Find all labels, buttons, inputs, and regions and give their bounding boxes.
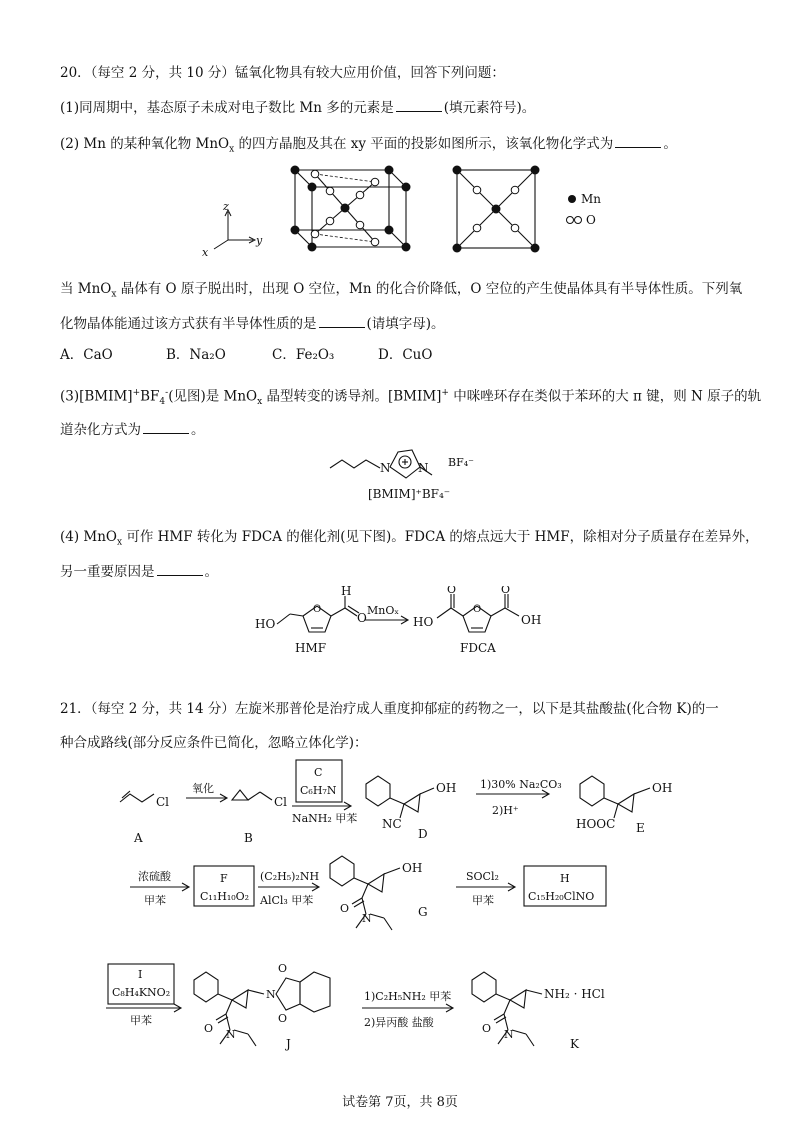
k-n: N xyxy=(504,1028,514,1041)
reagent-h-plus: 2)H⁺ xyxy=(492,804,519,817)
label-k: K xyxy=(570,1037,579,1051)
reagent-h-label: H xyxy=(560,872,570,885)
bmim-structure xyxy=(320,440,490,505)
q20-part1: (1)同周期中，基态原子未成对电子数比 Mn 多的元素是 (填元素符号)。 xyxy=(60,100,536,116)
answer-blank[interactable] xyxy=(615,134,661,148)
fdca-o1: O xyxy=(447,586,457,596)
g-oh: OH xyxy=(402,861,423,875)
axis-y-label: y xyxy=(256,234,263,247)
answer-blank[interactable] xyxy=(319,314,365,328)
option-c[interactable]: C．Fe₂O₃ xyxy=(272,347,335,363)
q20-heading: 20．（每空 2 分，共 10 分）锰氧化物具有较大应用价值，回答下列问题： xyxy=(60,65,505,81)
q20-part4: (4) MnO$_x$ 可作 HMF 转化为 FDCA 的催化剂(见下图)。FDCA 的熔点远大于 HMF，除相对分子质量存在差异外， xyxy=(60,529,759,548)
label-d: D xyxy=(418,827,428,841)
synthesis-route xyxy=(100,754,740,1074)
fdca-ring-o: O xyxy=(473,604,482,615)
label-b: B xyxy=(244,831,253,845)
axes-icon xyxy=(214,210,255,249)
j-imide-o2: O xyxy=(278,1012,288,1025)
reagent-h-formula: C₁₅H₂₀ClNO xyxy=(528,890,595,903)
k-nh2hcl: NH₂ · HCl xyxy=(544,987,605,1001)
q20-part2-text: 当 MnO$_x$ 晶体有 O 原子脱出时，出现 O 空位，Mn 的化合价降低，O 空位的产生使晶体具有半导体性质。下列氧 xyxy=(60,281,743,300)
option-b[interactable]: B．Na₂O xyxy=(166,347,226,363)
q20-options xyxy=(60,346,484,364)
hmf-label: HMF xyxy=(295,641,327,655)
j-imide-n: N xyxy=(266,988,276,1001)
crystal-figure xyxy=(195,160,615,260)
label-g: G xyxy=(418,905,428,919)
axis-x-label: x xyxy=(202,246,209,259)
answer-blank[interactable] xyxy=(143,420,189,434)
q20-part3-question: 道杂化方式为 。 xyxy=(60,422,205,438)
option-d[interactable]: D．CuO xyxy=(378,347,433,363)
g-o: O xyxy=(340,902,350,915)
reagent-hcl: 2)异丙酸 盐酸 xyxy=(364,1016,434,1029)
reagent-h2so4: 浓硫酸 xyxy=(138,870,171,883)
reagent-na2co3: 1)30% Na₂CO₃ xyxy=(480,778,562,791)
q20-part4-question: 另一重要原因是 。 xyxy=(60,564,218,580)
j-o: O xyxy=(204,1022,214,1035)
reagent-c-formula: C₆H₇N xyxy=(300,784,337,797)
reagent-ethylamine: 1)C₂H₅NH₂ 甲苯 xyxy=(364,990,452,1003)
hmf-ring-o: O xyxy=(313,604,322,615)
fdca-label: FDCA xyxy=(460,641,496,655)
bmim-n2: N xyxy=(418,461,429,475)
reagent-nanh2: NaNH₂ 甲苯 xyxy=(292,812,358,825)
j-n: N xyxy=(226,1028,236,1041)
bmim-label: [BMIM]⁺BF₄⁻ xyxy=(368,487,451,501)
q20-part2-question: 化物晶体能通过该方式获有半导体性质的是 (请填字母)。 xyxy=(60,316,445,332)
q20-part2: (2) Mn 的某种氧化物 MnO$_x$ 的四方晶胞及其在 xy 平面的投影如图所示，该氧化物化学式为 。 xyxy=(60,136,677,155)
page-footer: 试卷第 7页，共 8页 xyxy=(342,1095,458,1110)
reagent-c-label: C xyxy=(314,766,323,779)
d-oh: OH xyxy=(436,781,457,795)
a-cl: Cl xyxy=(156,795,170,809)
fdca-ho: HO xyxy=(413,615,434,629)
reagent-f-label: F xyxy=(220,872,228,885)
reagent-toluene-1: 甲苯 xyxy=(144,894,166,907)
q21-heading: 21．（每空 2 分，共 14 分）左旋米那普伦是治疗成人重度抑郁症的药物之一，以下是其盐酸盐(化合物 K)的一 xyxy=(60,701,719,717)
reagent-i-formula: C₈H₄KNO₂ xyxy=(112,986,171,999)
hmf-fdca-scheme xyxy=(245,586,575,658)
fdca-oh: OH xyxy=(521,613,542,627)
o-legend-icon xyxy=(567,217,574,224)
reagent-toluene-3: 甲苯 xyxy=(130,1014,152,1027)
fdca-o2: O xyxy=(501,586,511,596)
legend-mn: Mn xyxy=(581,192,602,206)
reagent-f-formula: C₁₁H₁₀O₂ xyxy=(200,890,250,903)
label-a: A xyxy=(134,831,143,845)
d-nc: NC xyxy=(382,817,402,831)
answer-blank[interactable] xyxy=(157,562,203,576)
bmim-bf4: BF₄⁻ xyxy=(448,456,474,469)
reagent-alcl3: AlCl₃ 甲苯 xyxy=(260,894,314,907)
b-cl: Cl xyxy=(274,795,288,809)
bmim-n1: N xyxy=(380,461,391,475)
reagent-i-label: I xyxy=(138,968,143,981)
hmf-o: O xyxy=(357,611,367,625)
label-j: J xyxy=(286,1037,291,1051)
reagent-toluene-2: 甲苯 xyxy=(472,894,494,907)
option-a[interactable]: A．CaO xyxy=(60,347,113,363)
e-oh: OH xyxy=(652,781,673,795)
hmf-ho: HO xyxy=(255,617,276,631)
q21-heading-2: 种合成路线(部分反应条件已简化，忽略立体化学)： xyxy=(60,735,368,751)
answer-blank[interactable] xyxy=(396,98,442,112)
e-hooc: HOOC xyxy=(576,817,616,831)
mnox-label: MnOₓ xyxy=(367,604,400,617)
legend-o: O xyxy=(586,213,596,227)
reagent-diethylamine: (C₂H₅)₂NH xyxy=(260,870,320,883)
j-imide-o1: O xyxy=(278,962,288,975)
k-o: O xyxy=(482,1022,492,1035)
g-n: N xyxy=(362,912,372,925)
reagent-oxidation: 氧化 xyxy=(192,782,214,795)
mn-legend-icon xyxy=(568,195,576,203)
axis-z-label: z xyxy=(223,200,229,213)
q20-part3: $(3)[BMIM]^+BF_4^-$(见图)是 MnO$_x$ 晶型转变的诱导剂。[BMIM]+ 中咪唑环存在类似于苯环的大 π 键，则 N 原子的轨 xyxy=(60,388,762,408)
hmf-h: H xyxy=(341,586,352,598)
reagent-socl2: SOCl₂ xyxy=(466,870,499,883)
label-e: E xyxy=(636,821,645,835)
